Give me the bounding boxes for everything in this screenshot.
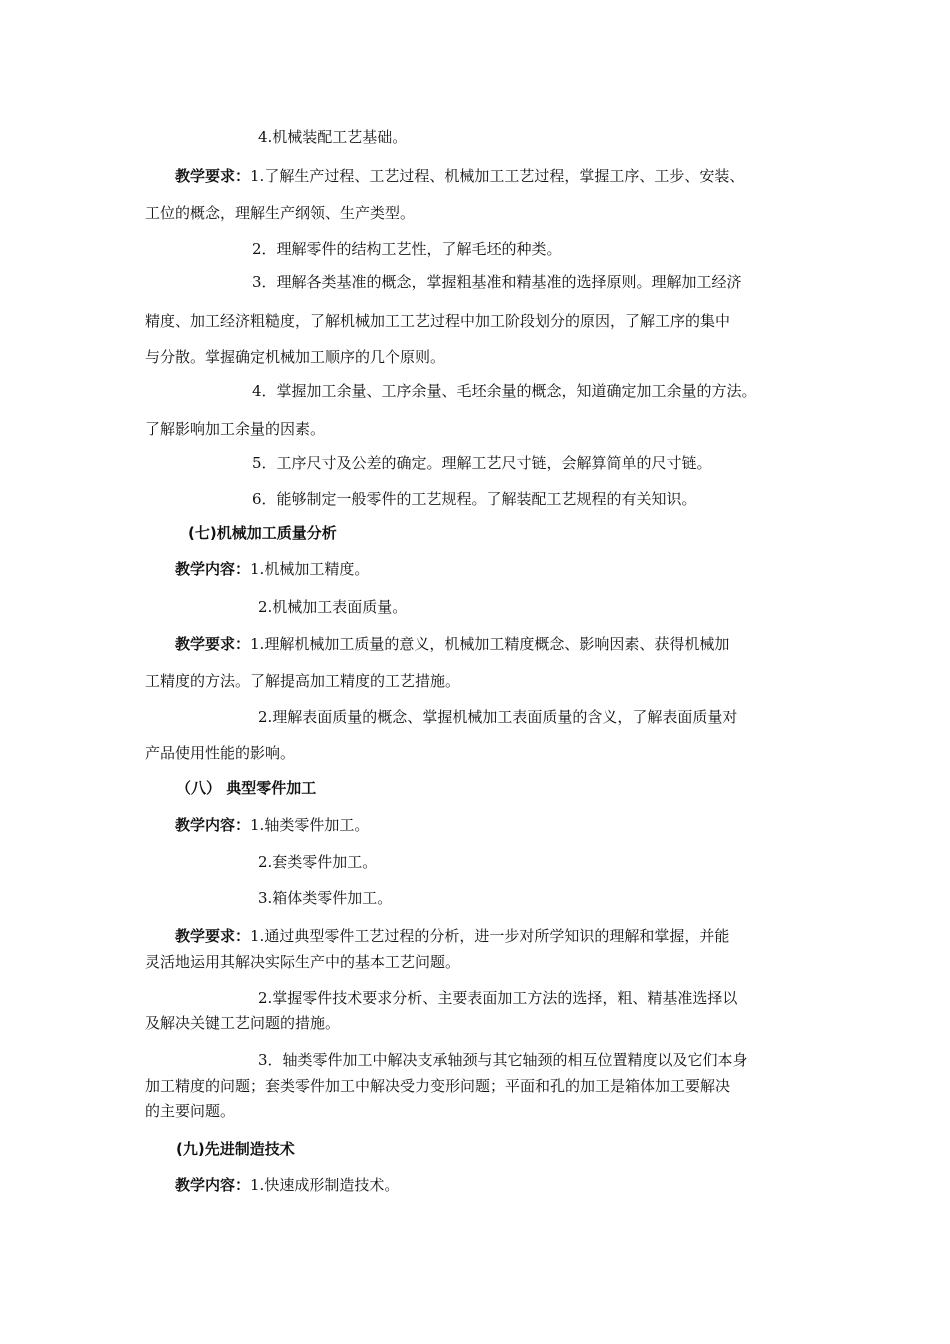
content-item-1: 1.机械加工精度。 (250, 560, 370, 578)
content-item-1: 1.轴类零件加工。 (250, 816, 370, 834)
requirement-item-3-continued: 的主要问题。 (145, 1102, 236, 1120)
content-paragraph-7 (175, 558, 369, 580)
requirement-item-2: 2.理解表面质量的概念、掌握机械加工表面质量的含义，了解表面质量对 (258, 708, 738, 726)
requirement-item-4-continued: 了解影响加工余量的因素。 (145, 420, 326, 438)
requirement-item-6: 6．能够制定一般零件的工艺规程。了解装配工艺规程的有关知识。 (252, 490, 697, 508)
requirement-item-3-continued: 与分散。掌握确定机械加工顺序的几个原则。 (145, 348, 446, 366)
section-heading-9: (九)先进制造技术 (176, 1140, 295, 1158)
requirement-text: 1.理解机械加工质量的意义，机械加工精度概念、影响因素、获得机械加 (250, 635, 730, 653)
requirements-label: 教学要求： (175, 635, 251, 653)
requirement-item-2: 2．理解零件的结构工艺性，了解毛坯的种类。 (252, 240, 562, 258)
requirement-item-2-continued: 及解决关键工艺问题的措施。 (145, 1014, 341, 1032)
requirement-item-3-continued: 加工精度的问题；套类零件加工中解决受力变形问题；平面和孔的加工是箱体加工要解决 (145, 1077, 731, 1095)
requirement-text-continued: 工位的概念，理解生产纲领、生产类型。 (145, 204, 416, 222)
section-heading-8: （八） 典型零件加工 (176, 779, 317, 797)
content-label: 教学内容： (175, 1176, 251, 1194)
requirements-label: 教学要求： (175, 167, 251, 185)
requirement-item-2: 2.掌握零件技术要求分析、主要表面加工方法的选择，粗、精基准选择以 (258, 989, 738, 1007)
requirement-item-3: 3．轴类零件加工中解决支承轴颈与其它轴颈的相互位置精度以及它们本身 (258, 1051, 748, 1069)
requirements-paragraph-7 (175, 633, 729, 655)
content-paragraph-8 (175, 814, 369, 836)
requirement-text: 1.通过典型零件工艺过程的分析，进一步对所学知识的理解和掌握，并能 (250, 927, 730, 945)
requirement-item-4: 4．掌握加工余量、工序余量、毛坯余量的概念，知道确定加工余量的方法。 (252, 382, 757, 400)
content-item-1: 1.快速成形制造技术。 (250, 1176, 400, 1194)
requirements-paragraph-8 (175, 925, 729, 947)
requirement-item-3: 3．理解各类基准的概念，掌握粗基准和精基准的选择原则。理解加工经济 (252, 273, 742, 291)
content-item-2: 2.套类零件加工。 (258, 853, 378, 871)
requirement-item-5: 5．工序尺寸及公差的确定。理解工艺尺寸链，会解算简单的尺寸链。 (252, 454, 712, 472)
requirement-text: 1.了解生产过程、工艺过程、机械加工工艺过程，掌握工序、工步、安装、 (250, 167, 745, 185)
content-item-2: 2.机械加工表面质量。 (258, 598, 408, 616)
content-label: 教学内容： (175, 816, 251, 834)
requirement-text-continued: 灵活地运用其解决实际生产中的基本工艺问题。 (145, 953, 461, 971)
requirement-item-3-continued: 精度、加工经济粗糙度，了解机械加工工艺过程中加工阶段划分的原因，了解工序的集中 (145, 312, 731, 330)
requirements-label: 教学要求： (175, 927, 251, 945)
content-paragraph-9 (175, 1174, 399, 1196)
requirements-paragraph-1 (175, 165, 744, 187)
requirement-text-continued: 工精度的方法。了解提高加工精度的工艺措施。 (145, 672, 461, 690)
content-item-4: 4.机械装配工艺基础。 (258, 128, 408, 146)
content-label: 教学内容： (175, 560, 251, 578)
section-heading-7: (七)机械加工质量分析 (188, 524, 337, 542)
content-item-3: 3.箱体类零件加工。 (258, 889, 393, 907)
requirement-item-2-continued: 产品使用性能的影响。 (145, 744, 296, 762)
